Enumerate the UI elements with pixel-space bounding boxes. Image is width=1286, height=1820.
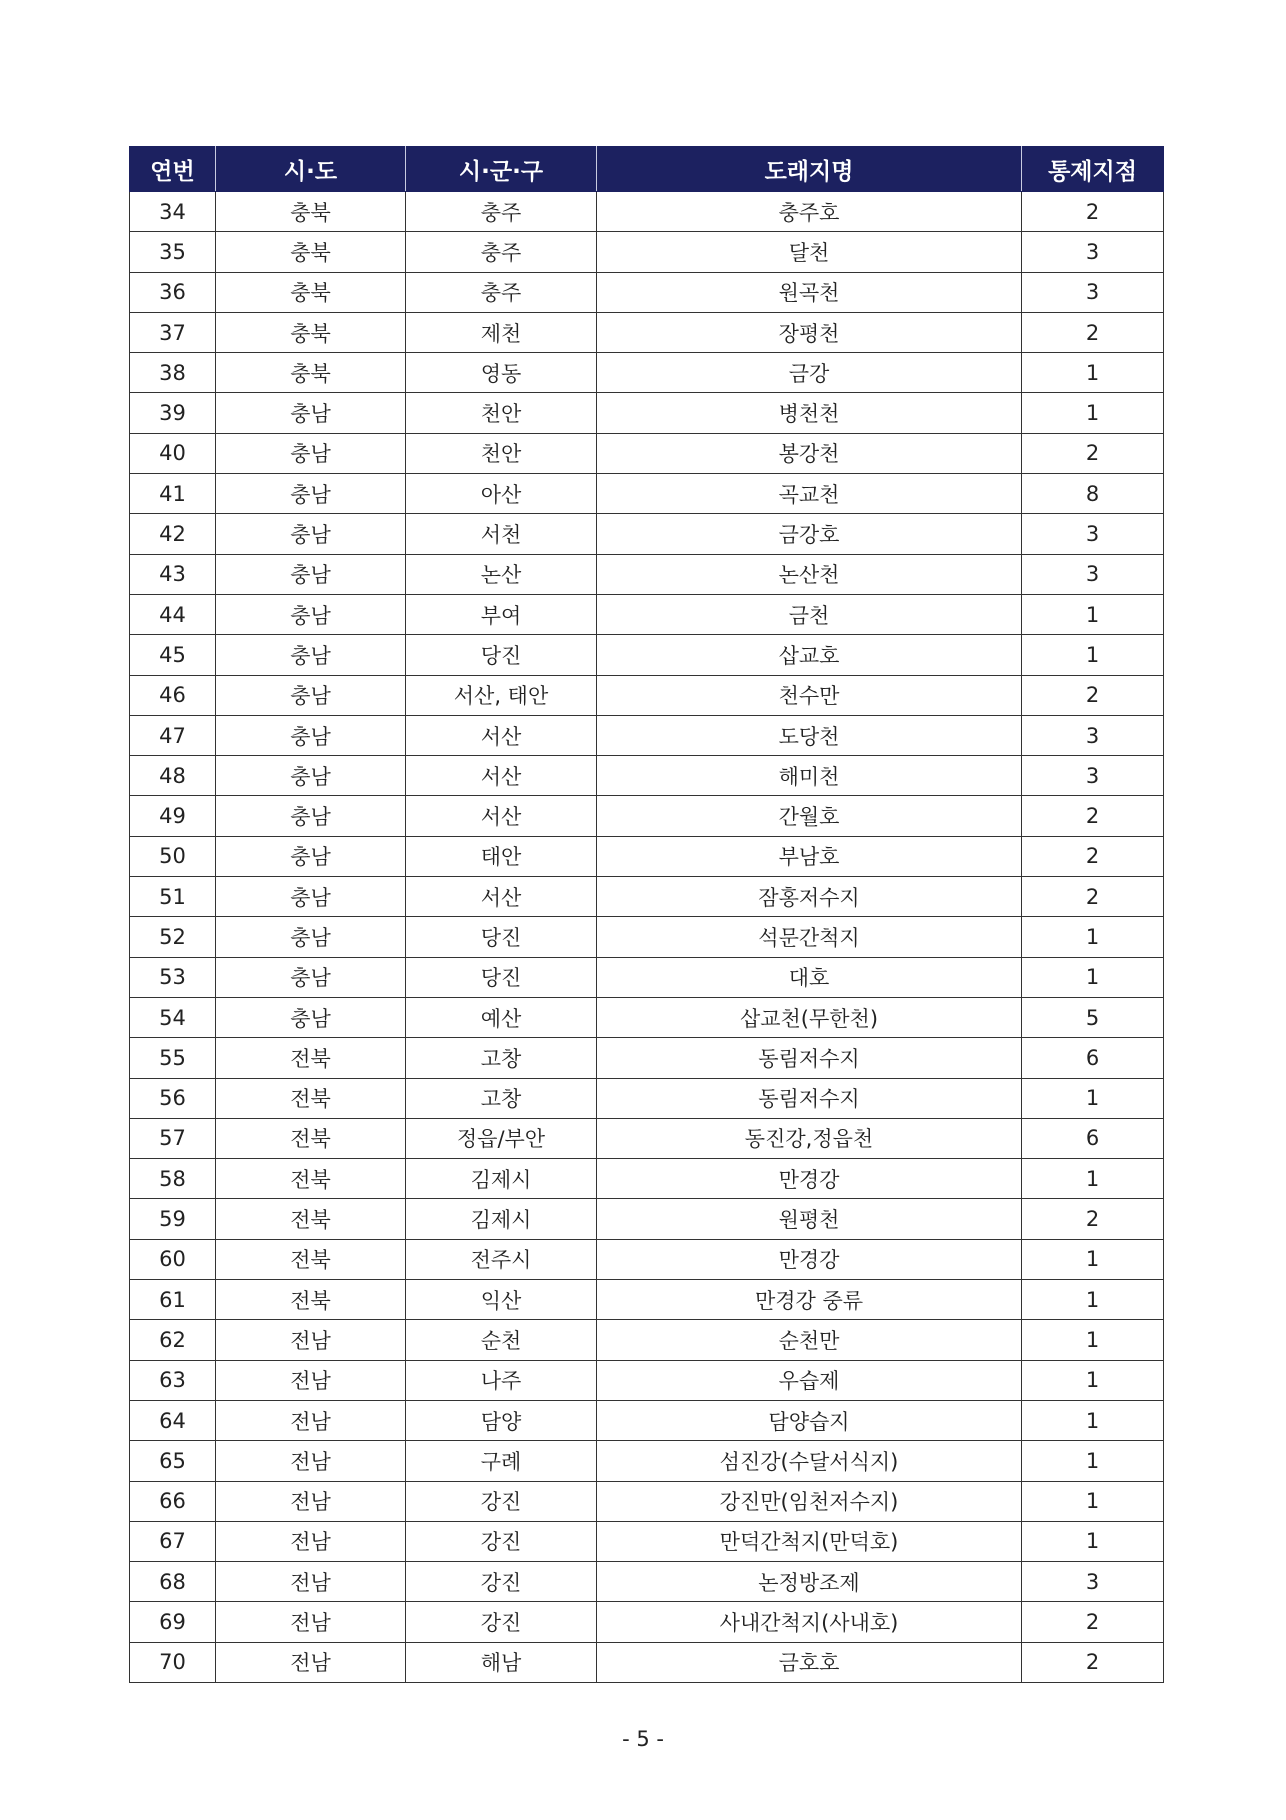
cell-serial-number: 35 — [130, 232, 216, 272]
cell-site-name: 동림저수지 — [597, 1038, 1022, 1078]
cell-province: 충남 — [216, 877, 406, 917]
cell-control-points: 1 — [1022, 917, 1164, 957]
cell-serial-number: 54 — [130, 997, 216, 1037]
cell-province: 전남 — [216, 1320, 406, 1360]
cell-serial-number: 61 — [130, 1280, 216, 1320]
cell-province: 전북 — [216, 1038, 406, 1078]
table-row — [130, 917, 1164, 957]
table-row — [130, 474, 1164, 514]
cell-province: 충남 — [216, 554, 406, 594]
cell-serial-number: 39 — [130, 393, 216, 433]
cell-site-name: 삽교호 — [597, 635, 1022, 675]
cell-site-name: 강진만(임천저수지) — [597, 1481, 1022, 1521]
cell-province: 전남 — [216, 1642, 406, 1682]
cell-serial-number: 57 — [130, 1118, 216, 1158]
cell-city-county: 아산 — [406, 474, 597, 514]
cell-city-county: 예산 — [406, 997, 597, 1037]
cell-province: 전남 — [216, 1481, 406, 1521]
cell-serial-number: 47 — [130, 715, 216, 755]
table-row — [130, 272, 1164, 312]
cell-control-points: 1 — [1022, 1400, 1164, 1440]
cell-site-name: 만경강 중류 — [597, 1280, 1022, 1320]
cell-city-county: 당진 — [406, 957, 597, 997]
cell-site-name: 동림저수지 — [597, 1078, 1022, 1118]
cell-province: 충북 — [216, 232, 406, 272]
table-header — [130, 147, 1164, 192]
cell-city-county: 논산 — [406, 554, 597, 594]
cell-control-points: 3 — [1022, 715, 1164, 755]
cell-city-county: 충주 — [406, 192, 597, 232]
table-row — [130, 1239, 1164, 1279]
header-serial-number: 연번 — [130, 147, 216, 192]
cell-city-county: 서천 — [406, 514, 597, 554]
table-row — [130, 1280, 1164, 1320]
cell-city-county: 천안 — [406, 433, 597, 473]
cell-site-name: 섬진강(수달서식지) — [597, 1441, 1022, 1481]
cell-site-name: 대호 — [597, 957, 1022, 997]
cell-site-name: 우습제 — [597, 1360, 1022, 1400]
cell-control-points: 1 — [1022, 957, 1164, 997]
cell-city-county: 서산 — [406, 756, 597, 796]
table-row — [130, 1038, 1164, 1078]
table-row — [130, 232, 1164, 272]
table-row — [130, 312, 1164, 352]
cell-province: 충북 — [216, 192, 406, 232]
cell-site-name: 부남호 — [597, 836, 1022, 876]
cell-city-county: 당진 — [406, 635, 597, 675]
table-row — [130, 957, 1164, 997]
header-row — [130, 147, 1164, 192]
cell-control-points: 1 — [1022, 1320, 1164, 1360]
cell-site-name: 만경강 — [597, 1239, 1022, 1279]
cell-control-points: 1 — [1022, 1280, 1164, 1320]
cell-serial-number: 42 — [130, 514, 216, 554]
cell-serial-number: 67 — [130, 1521, 216, 1561]
table-row — [130, 1320, 1164, 1360]
cell-province: 전북 — [216, 1239, 406, 1279]
cell-province: 전남 — [216, 1400, 406, 1440]
cell-province: 전남 — [216, 1441, 406, 1481]
cell-site-name: 도당천 — [597, 715, 1022, 755]
cell-site-name: 순천만 — [597, 1320, 1022, 1360]
cell-site-name: 원곡천 — [597, 272, 1022, 312]
cell-serial-number: 48 — [130, 756, 216, 796]
cell-serial-number: 36 — [130, 272, 216, 312]
cell-serial-number: 50 — [130, 836, 216, 876]
cell-control-points: 6 — [1022, 1038, 1164, 1078]
cell-city-county: 김제시 — [406, 1199, 597, 1239]
cell-control-points: 1 — [1022, 635, 1164, 675]
cell-city-county: 정읍/부안 — [406, 1118, 597, 1158]
cell-serial-number: 37 — [130, 312, 216, 352]
table-row — [130, 796, 1164, 836]
table-row — [130, 1521, 1164, 1561]
cell-serial-number: 53 — [130, 957, 216, 997]
cell-site-name: 천수만 — [597, 675, 1022, 715]
cell-control-points: 1 — [1022, 594, 1164, 634]
header-province: 시·도 — [216, 147, 406, 192]
cell-control-points: 2 — [1022, 1199, 1164, 1239]
table-row — [130, 997, 1164, 1037]
cell-city-county: 강진 — [406, 1562, 597, 1602]
cell-serial-number: 43 — [130, 554, 216, 594]
cell-province: 전북 — [216, 1078, 406, 1118]
table-row — [130, 1441, 1164, 1481]
cell-serial-number: 34 — [130, 192, 216, 232]
migratory-bird-sites-table — [129, 146, 1164, 1683]
cell-province: 충남 — [216, 917, 406, 957]
table-row — [130, 594, 1164, 634]
cell-city-county: 당진 — [406, 917, 597, 957]
cell-control-points: 1 — [1022, 1159, 1164, 1199]
table-row — [130, 514, 1164, 554]
cell-serial-number: 45 — [130, 635, 216, 675]
cell-province: 충북 — [216, 353, 406, 393]
cell-province: 충북 — [216, 312, 406, 352]
cell-site-name: 만덕간척지(만덕호) — [597, 1521, 1022, 1561]
cell-province: 충남 — [216, 433, 406, 473]
cell-control-points: 3 — [1022, 272, 1164, 312]
table-row — [130, 1602, 1164, 1642]
cell-control-points: 1 — [1022, 1239, 1164, 1279]
cell-city-county: 익산 — [406, 1280, 597, 1320]
cell-province: 전북 — [216, 1199, 406, 1239]
cell-control-points: 2 — [1022, 1602, 1164, 1642]
cell-serial-number: 44 — [130, 594, 216, 634]
cell-control-points: 3 — [1022, 554, 1164, 594]
table-row — [130, 1642, 1164, 1682]
cell-site-name: 사내간척지(사내호) — [597, 1602, 1022, 1642]
cell-control-points: 2 — [1022, 192, 1164, 232]
cell-city-county: 순천 — [406, 1320, 597, 1360]
cell-serial-number: 55 — [130, 1038, 216, 1078]
cell-province: 전북 — [216, 1280, 406, 1320]
cell-serial-number: 38 — [130, 353, 216, 393]
table-row — [130, 715, 1164, 755]
cell-city-county: 충주 — [406, 232, 597, 272]
cell-control-points: 3 — [1022, 232, 1164, 272]
cell-province: 충남 — [216, 796, 406, 836]
header-control-points: 통제지점 — [1022, 147, 1164, 192]
cell-site-name: 금강호 — [597, 514, 1022, 554]
cell-serial-number: 51 — [130, 877, 216, 917]
cell-control-points: 3 — [1022, 514, 1164, 554]
cell-control-points: 2 — [1022, 836, 1164, 876]
table-row — [130, 877, 1164, 917]
cell-province: 충남 — [216, 594, 406, 634]
cell-control-points: 5 — [1022, 997, 1164, 1037]
cell-site-name: 간월호 — [597, 796, 1022, 836]
cell-province: 전남 — [216, 1360, 406, 1400]
cell-serial-number: 64 — [130, 1400, 216, 1440]
cell-province: 전북 — [216, 1118, 406, 1158]
cell-serial-number: 58 — [130, 1159, 216, 1199]
cell-site-name: 삽교천(무한천) — [597, 997, 1022, 1037]
cell-city-county: 고창 — [406, 1078, 597, 1118]
cell-city-county: 천안 — [406, 393, 597, 433]
cell-control-points: 1 — [1022, 1441, 1164, 1481]
cell-serial-number: 68 — [130, 1562, 216, 1602]
table-row — [130, 1400, 1164, 1440]
cell-province: 충남 — [216, 635, 406, 675]
cell-serial-number: 41 — [130, 474, 216, 514]
cell-site-name: 금호호 — [597, 1642, 1022, 1682]
table-row — [130, 192, 1164, 232]
cell-city-county: 강진 — [406, 1481, 597, 1521]
cell-province: 충남 — [216, 756, 406, 796]
cell-city-county: 강진 — [406, 1602, 597, 1642]
table-row — [130, 433, 1164, 473]
cell-site-name: 병천천 — [597, 393, 1022, 433]
cell-province: 충남 — [216, 675, 406, 715]
cell-site-name: 잠홍저수지 — [597, 877, 1022, 917]
cell-province: 전남 — [216, 1602, 406, 1642]
table-row — [130, 1118, 1164, 1158]
page-number: - 5 - — [622, 1727, 664, 1751]
cell-site-name: 곡교천 — [597, 474, 1022, 514]
table-row — [130, 1481, 1164, 1521]
cell-control-points: 2 — [1022, 796, 1164, 836]
table-row — [130, 1199, 1164, 1239]
table-body — [130, 192, 1164, 1683]
cell-city-county: 영동 — [406, 353, 597, 393]
cell-serial-number: 56 — [130, 1078, 216, 1118]
cell-city-county: 서산 — [406, 715, 597, 755]
cell-city-county: 해남 — [406, 1642, 597, 1682]
cell-province: 전남 — [216, 1521, 406, 1561]
cell-city-county: 구례 — [406, 1441, 597, 1481]
cell-site-name: 장평천 — [597, 312, 1022, 352]
cell-city-county: 서산 — [406, 877, 597, 917]
cell-province: 충남 — [216, 474, 406, 514]
cell-serial-number: 69 — [130, 1602, 216, 1642]
cell-control-points: 1 — [1022, 1521, 1164, 1561]
cell-serial-number: 66 — [130, 1481, 216, 1521]
cell-control-points: 1 — [1022, 353, 1164, 393]
header-site-name: 도래지명 — [597, 147, 1022, 192]
cell-city-county: 전주시 — [406, 1239, 597, 1279]
table-row — [130, 393, 1164, 433]
cell-site-name: 논정방조제 — [597, 1562, 1022, 1602]
cell-city-county: 서산, 태안 — [406, 675, 597, 715]
cell-site-name: 해미천 — [597, 756, 1022, 796]
table-row — [130, 635, 1164, 675]
cell-city-county: 제천 — [406, 312, 597, 352]
cell-site-name: 금강 — [597, 353, 1022, 393]
cell-serial-number: 59 — [130, 1199, 216, 1239]
cell-province: 전남 — [216, 1562, 406, 1602]
cell-control-points: 2 — [1022, 312, 1164, 352]
cell-city-county: 충주 — [406, 272, 597, 312]
table-row — [130, 675, 1164, 715]
cell-province: 충북 — [216, 272, 406, 312]
cell-province: 전북 — [216, 1159, 406, 1199]
cell-city-county: 강진 — [406, 1521, 597, 1561]
cell-site-name: 원평천 — [597, 1199, 1022, 1239]
cell-serial-number: 40 — [130, 433, 216, 473]
table-row — [130, 1360, 1164, 1400]
cell-control-points: 1 — [1022, 1481, 1164, 1521]
cell-control-points: 1 — [1022, 1360, 1164, 1400]
cell-control-points: 2 — [1022, 1642, 1164, 1682]
cell-serial-number: 60 — [130, 1239, 216, 1279]
header-city-county: 시·군·구 — [406, 147, 597, 192]
table-row — [130, 1159, 1164, 1199]
cell-serial-number: 46 — [130, 675, 216, 715]
cell-site-name: 금천 — [597, 594, 1022, 634]
table-row — [130, 1078, 1164, 1118]
cell-city-county: 서산 — [406, 796, 597, 836]
table-row — [130, 1562, 1164, 1602]
cell-city-county: 부여 — [406, 594, 597, 634]
cell-serial-number: 49 — [130, 796, 216, 836]
cell-site-name: 석문간척지 — [597, 917, 1022, 957]
table-row — [130, 756, 1164, 796]
cell-province: 충남 — [216, 997, 406, 1037]
cell-province: 충남 — [216, 715, 406, 755]
cell-serial-number: 70 — [130, 1642, 216, 1682]
cell-control-points: 3 — [1022, 756, 1164, 796]
cell-control-points: 1 — [1022, 393, 1164, 433]
cell-city-county: 담양 — [406, 1400, 597, 1440]
table-row — [130, 836, 1164, 876]
cell-province: 충남 — [216, 836, 406, 876]
cell-serial-number: 52 — [130, 917, 216, 957]
cell-province: 충남 — [216, 514, 406, 554]
cell-site-name: 동진강,정읍천 — [597, 1118, 1022, 1158]
cell-site-name: 만경강 — [597, 1159, 1022, 1199]
cell-site-name: 충주호 — [597, 192, 1022, 232]
table-row — [130, 353, 1164, 393]
cell-city-county: 김제시 — [406, 1159, 597, 1199]
cell-control-points: 8 — [1022, 474, 1164, 514]
cell-control-points: 6 — [1022, 1118, 1164, 1158]
cell-control-points: 2 — [1022, 675, 1164, 715]
cell-city-county: 고창 — [406, 1038, 597, 1078]
cell-control-points: 2 — [1022, 433, 1164, 473]
cell-serial-number: 65 — [130, 1441, 216, 1481]
cell-serial-number: 63 — [130, 1360, 216, 1400]
cell-city-county: 나주 — [406, 1360, 597, 1400]
cell-site-name: 달천 — [597, 232, 1022, 272]
cell-site-name: 봉강천 — [597, 433, 1022, 473]
table-row — [130, 554, 1164, 594]
cell-city-county: 태안 — [406, 836, 597, 876]
cell-province: 충남 — [216, 393, 406, 433]
cell-province: 충남 — [216, 957, 406, 997]
cell-control-points: 1 — [1022, 1078, 1164, 1118]
cell-site-name: 논산천 — [597, 554, 1022, 594]
cell-serial-number: 62 — [130, 1320, 216, 1360]
cell-control-points: 2 — [1022, 877, 1164, 917]
cell-control-points: 3 — [1022, 1562, 1164, 1602]
cell-site-name: 담양습지 — [597, 1400, 1022, 1440]
